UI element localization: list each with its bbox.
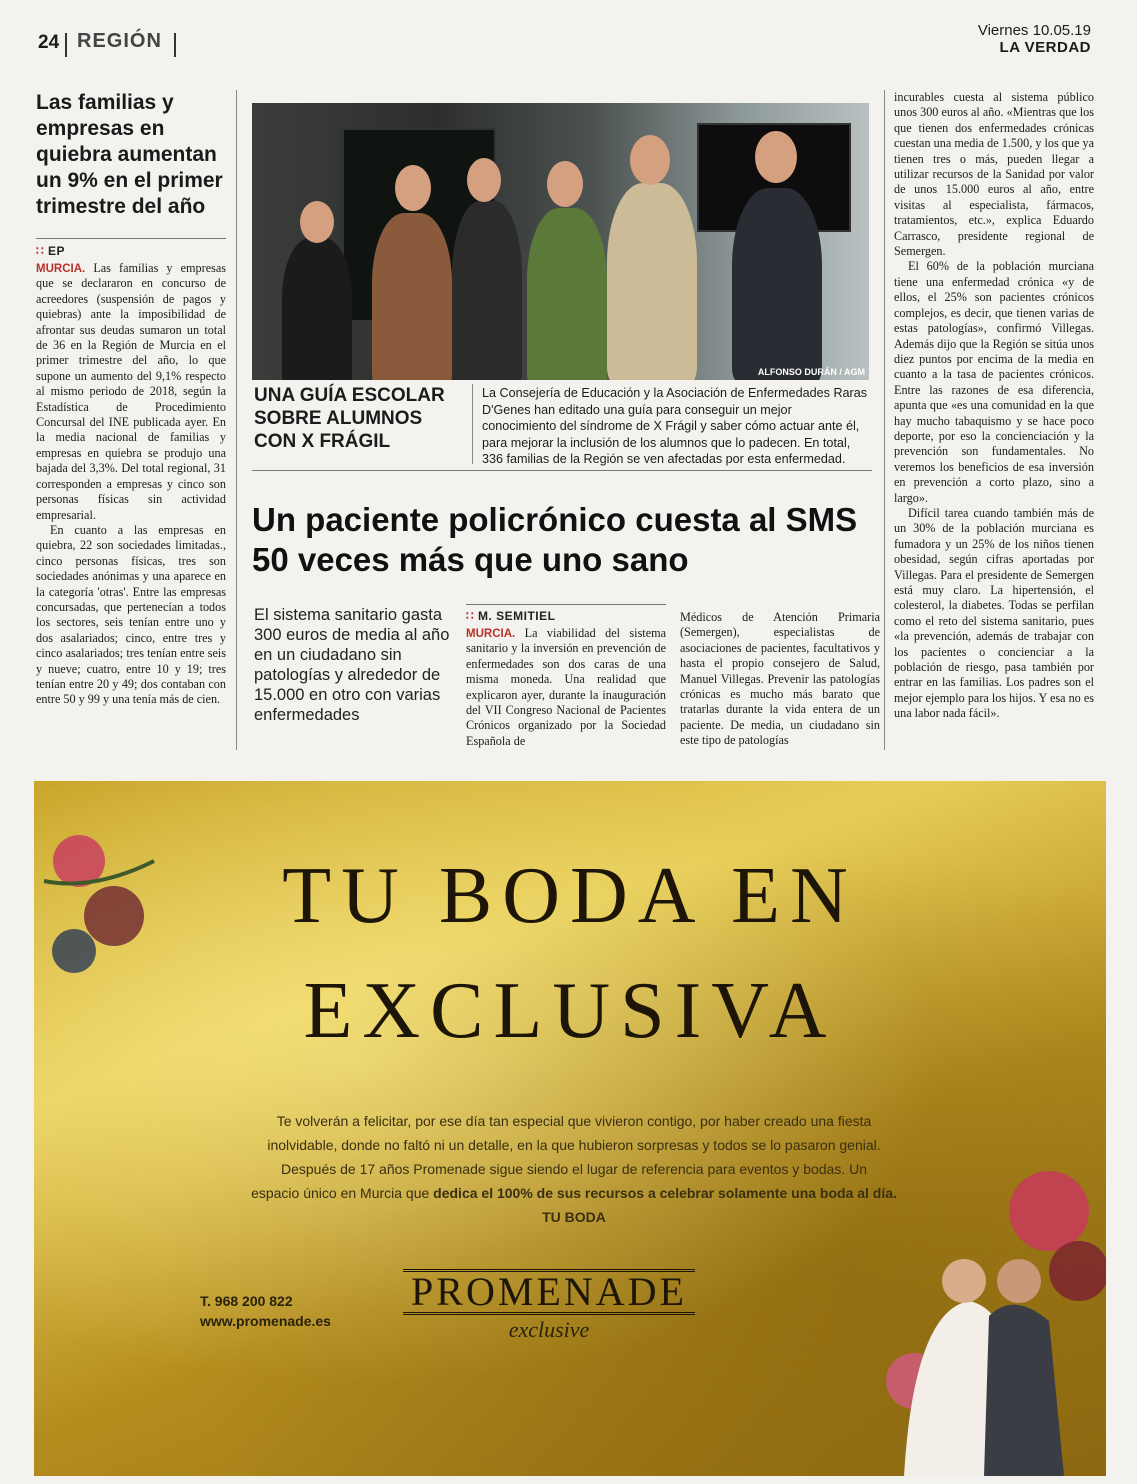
person-face xyxy=(300,201,334,243)
divider xyxy=(252,470,872,471)
paragraph xyxy=(466,626,666,749)
paragraph: En cuanto a las empresas en quiebra, 22 son sociedades limitadas., cinco personas físicas, tres son sociedades anónimas y una aparece en la categoría 'otras'. Entre las empresas concursadas, que pertenecían a todos los sectores, seis tenían entre uno y dos asalariados; cinco, entre tres y cinco asalariados; tres tenían entre seis y nueve; cuatro, entre 10 y 19; tres tenían entre 20 y 49; dos contaban con entre 50 y 99 y una tenía más de cien. xyxy=(36,522,226,707)
person xyxy=(527,208,607,380)
news-photo xyxy=(252,103,869,380)
ad-phone: T. 968 200 822 xyxy=(200,1293,293,1309)
ad-website[interactable]: www.promenade.es xyxy=(200,1313,331,1329)
newspaper-name: LA VERDAD xyxy=(999,39,1091,56)
page-number: 24 xyxy=(38,32,60,53)
paragraph xyxy=(36,261,226,523)
person xyxy=(282,238,352,380)
paragraph-text: La viabilidad del sistema sanitario y la inversión en prevención de enfermedades son dos caras de una misma moneda. Una realidad que explicaron ayer, durante la inauguración del VII Congreso Nacional de Pacientes Crónicos organizado por la Sociedad Española de xyxy=(466,626,666,748)
logo-main: PROMENADE xyxy=(403,1269,695,1315)
left-article-headline: Las familias y empresas en quiebra aumentan un 9% en el primer trimestre del año xyxy=(36,91,223,218)
ad-text-line: Después de 17 años Promenade sigue siendo el lugar de referencia para eventos y bodas. Un xyxy=(280,1161,868,1177)
logo-sub: exclusive xyxy=(508,1317,590,1342)
photo-caption-text: La Consejería de Educación y la Asociación de Enfermedades Raras D'Genes han editado una guía para conseguir un mejor conocimiento del síndrome de X Frágil y saber cómo actuar ante él, para mejorar la inclusión de los alumnos que lo padecen. En total, 336 familias de la Región se ven afectadas por esta enfermedad. xyxy=(482,386,868,466)
ad-text-line: inolvidable, donde no faltó ni un detalle, en la que hubieron sorpresas y todos se lo pasaron genial. xyxy=(267,1137,881,1153)
paragraph: El 60% de la población murciana tiene una enfermedad crónica «y de ellos, el 25% son pacientes crónicos complejos, es decir, que tienen varias de estas patologías», confirmó Villegas. Además dijo que la Región se sitúa unos diez puntos por encima de la media en cuanto a la tasa de pacientes crónicos. Entre las razones de esa diferencia, apunta que «es una comunidad en la que hay mucho tabaquismo y se hace poco deporte, por eso la concienciación y la prevención son fundamentales. No veremos los beneficios de esa inversión en prevención a corto plazo, sino a largo». xyxy=(894,259,1094,505)
caption-divider xyxy=(472,384,473,464)
person xyxy=(452,201,522,380)
ad-text-line xyxy=(214,1181,934,1205)
promenade-logo xyxy=(389,1269,709,1343)
main-article-col3 xyxy=(894,90,1094,722)
paragraph: incurables cuesta al sistema público unos 300 euros al año. «Mientras que los que tienen dos enfermedades crónicas cuestan una media de 1.500, y los que ya tienen tres o más, pueden llegar a utilizar recursos de la Sanidad por valor de unos 15.000 euros al año, entre visitas al especialista, fármacos, tratamientos, etc.», explica Eduardo Carrasco, presidente regional de Semergen. xyxy=(894,90,1094,259)
person-face xyxy=(395,165,431,211)
ad-body xyxy=(214,1109,934,1229)
person-face xyxy=(547,161,583,207)
person xyxy=(732,188,822,380)
issue-date: Viernes 10.05.19 xyxy=(977,22,1091,39)
main-article-col1 xyxy=(466,626,666,749)
ad-text-line: Te volverán a felicitar, por ese día tan especial que vivieron contigo, por haber creado una fiesta xyxy=(276,1113,872,1129)
person xyxy=(372,213,452,380)
divider xyxy=(466,604,666,605)
column-divider xyxy=(236,90,237,750)
main-subheadline: El sistema sanitario gasta 300 euros de media al año en un ciudadano sin patologías y alrededor de 15.000 en otro con varias enfermedades xyxy=(254,606,450,724)
photo-credit: ALFONSO DURÁN / AGM xyxy=(757,367,865,377)
person-face xyxy=(630,135,670,185)
ad-tagline: TU BODA xyxy=(542,1209,606,1225)
column-divider xyxy=(884,90,885,750)
main-headline: Un paciente policrónico cuesta al SMS 50 veces más que uno sano xyxy=(252,501,858,578)
person xyxy=(607,183,697,380)
main-article-col2 xyxy=(680,610,880,749)
ad-text-bold: dedica el 100% de sus recursos a celebrar solamente una boda al día. xyxy=(433,1185,897,1201)
ad-title-line1: TU BODA EN xyxy=(282,852,858,940)
paragraph: Difícil tarea cuando también más de un 30% de la población murciana es fumadora y un 25% de los niños tienen obesidad, según cifras aportadas por Villegas. Para el presidente de Semergen está muy claro. La hipertensión, el colesterol, la diabetes. Todas se perfilan como el reto del sistema sanitario, pues «la prevención, además de trabajar con los pacientes o concienciar a la población de riesgo, pasa también por entrar en las familias. Los padres son el mejor ejemplo para los hijos. Y esa no es una labor nada fácil». xyxy=(894,505,1094,721)
left-article-byline: ∷ EP xyxy=(36,244,65,258)
main-article-byline: ∷ M. SEMITIEL xyxy=(466,609,555,623)
paragraph-text: Las familias y empresas que se declararon en concurso de acreedores (suspensión de pagos y quiebras) ante la imposibilidad de afrontar sus deudas sumaron un total de 36 en la Región de Murcia en el primer trimestre del año, lo que supone un aumento del 9,1% respecto al mismo periodo de 2018, según la Estadística de Procedimiento Concursal del INE publicada ayer. En la media nacional de familias y empresas en quiebra se produjo una bajada del 3,3%. Del total regional, 31 corresponden a empresas y cinco son personas físicas sin actividad empresarial. xyxy=(36,261,226,522)
left-article-body xyxy=(36,261,226,708)
ad-contact xyxy=(200,1291,331,1331)
header-divider xyxy=(174,33,176,57)
paragraph: Médicos de Atención Primaria (Semergen), especialistas de asociaciones de pacientes, facultativos y hasta el propio consejero de Salud, Manuel Villegas. Prevenir las patologías crónicas es mucho más barato que tratarlas durante la vida entera de un paciente. De media, un ciudadano sin este tipo de patologías xyxy=(680,610,880,748)
wedding-advertisement xyxy=(34,781,1106,1476)
section-title: REGIÓN xyxy=(77,30,162,52)
location-tag: MURCIA. xyxy=(466,628,516,640)
photo-caption-title: UNA GUÍA ESCOLAR SOBRE ALUMNOS CON X FRÁGIL xyxy=(254,385,445,452)
location-tag: MURCIA. xyxy=(36,263,86,275)
person-face xyxy=(755,131,797,183)
person-face xyxy=(467,158,501,202)
ad-title-line2: EXCLUSIVA xyxy=(303,967,837,1055)
ad-text-plain: espacio único en Murcia que xyxy=(251,1185,434,1201)
header-divider xyxy=(65,33,67,57)
divider xyxy=(36,238,226,239)
